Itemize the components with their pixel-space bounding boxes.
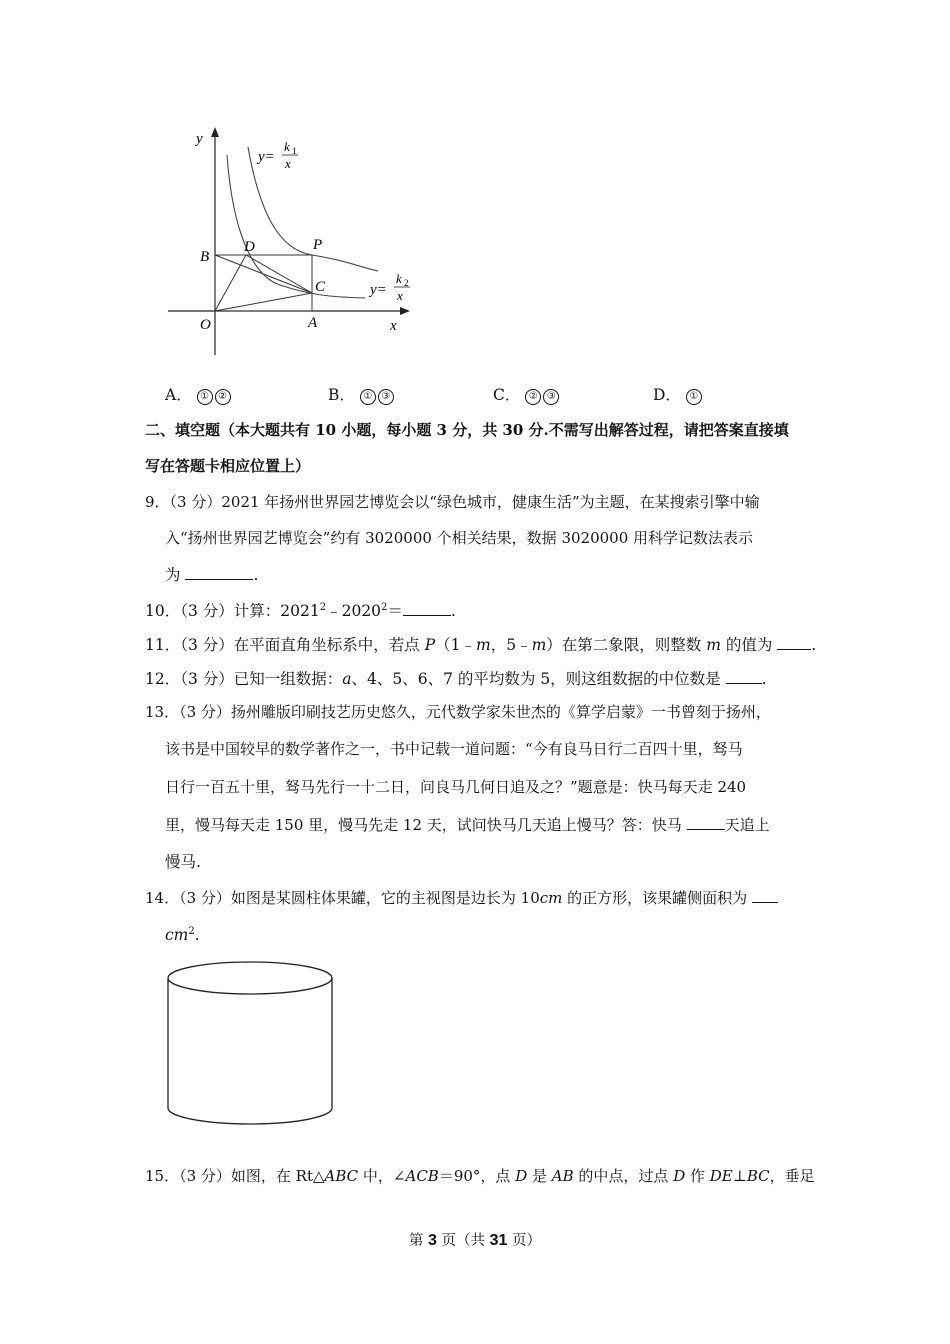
q10-text-d: . — [450, 602, 456, 620]
segment-oc — [215, 293, 312, 311]
circle-num-icon: ① — [197, 389, 213, 405]
answer-blank[interactable] — [185, 563, 253, 580]
curve2-num: k — [396, 271, 402, 286]
q14-sup: 2 — [188, 926, 195, 937]
q12-c: . — [761, 670, 767, 688]
q12-a: 12．（3 分）已知一组数据： — [145, 670, 343, 688]
q11-m2: m — [531, 636, 547, 654]
section-heading-line1: 二、填空题（本大题共有 10 小题，每小题 3 分，共 30 分.不需写出解答过程，请把答案直接填 — [145, 421, 789, 439]
q14-unit2: cm — [165, 926, 189, 944]
circle-num-icon: ③ — [543, 389, 559, 405]
x-axis-arrow — [400, 307, 410, 315]
q12-line — [145, 667, 767, 690]
answer-blank[interactable] — [687, 813, 725, 830]
circle-num-icon: ② — [215, 389, 231, 405]
footer-b: 页（共 — [436, 1233, 490, 1249]
curve1-lhs: y= — [258, 149, 275, 165]
q13-line4-b: 天追上 — [724, 816, 770, 834]
q10-sup1: 2 — [319, 602, 327, 613]
q13-line3: 日行一百五十里，驽马先行一十二日，问良马几何日追及之？”题意是：快马每天走 240 — [165, 778, 747, 796]
q13-line4-a: 里，慢马每天走 150 里，慢马先走 12 天，试问快马几天追上慢马？答：快马 — [165, 816, 687, 834]
label-p: P — [313, 237, 323, 253]
q10-text-a: 10．（3 分）计算：2021 — [145, 602, 320, 620]
q15-de: DE — [709, 1167, 733, 1185]
q11-m3: m — [706, 636, 721, 654]
q9-line3-end: . — [253, 566, 259, 584]
cylinder-top-ellipse — [168, 962, 332, 994]
q15-d2: D — [673, 1167, 686, 1185]
q9-line1: 9．（3 分）2021 年扬州世界园艺博览会以“绿色城市，健康生活”为主题，在某搜索引擎中输 — [145, 493, 760, 511]
answer-blank[interactable] — [777, 633, 811, 650]
curve1-sub: 1 — [292, 146, 297, 156]
answer-blank[interactable] — [752, 886, 778, 903]
q11-d: ）在第二象限，则整数 — [546, 636, 707, 654]
section-heading-line2: 写在答题卡相应位置上） — [145, 457, 311, 475]
footer-page-number: 3 — [428, 1232, 437, 1249]
q15-line — [145, 1165, 815, 1187]
answer-blank[interactable] — [726, 667, 762, 684]
circle-num-icon: ③ — [378, 389, 394, 405]
page-footer — [0, 1229, 950, 1250]
q12-b: 、4、5、6、7 的平均数为 5，则这组数据的中位数是 — [351, 670, 726, 688]
curve-k2 — [227, 155, 365, 298]
curve2-lhs: y= — [370, 282, 387, 298]
q10-line — [145, 599, 456, 622]
q11-e: 的值为 — [720, 636, 778, 654]
curve2-den: x — [397, 288, 403, 303]
q10-sup2: 2 — [381, 602, 388, 613]
label-x: x — [390, 318, 397, 334]
footer-a: 第 — [408, 1233, 429, 1249]
circle-num-icon: ② — [525, 389, 541, 405]
rectangle-obpa — [215, 255, 312, 311]
q11-c: ，5﹣ — [490, 636, 532, 654]
y-axis-arrow — [211, 127, 219, 137]
q10-text-b: ﹣2020 — [326, 602, 382, 620]
q11-line — [145, 633, 816, 656]
label-y: y — [196, 131, 203, 147]
answer-blank[interactable] — [403, 599, 451, 616]
choice-b[interactable] — [328, 384, 396, 406]
circle-num-icon: ① — [686, 389, 702, 405]
q10-text-c: ＝ — [387, 602, 403, 620]
q15-i: ，垂足 — [769, 1167, 815, 1185]
q13-line2: 该书是中国较早的数学著作之一，书中记载一道问题：“今有良马日行二百四十里，驽马 — [165, 740, 743, 758]
curve1-den: x — [285, 156, 291, 171]
choice-c[interactable] — [493, 384, 561, 406]
q15-c: ＝90°，点 — [438, 1167, 516, 1185]
q15-acb: ACB — [405, 1167, 439, 1185]
q15-ab: AB — [551, 1167, 574, 1185]
q13-line1: 13．（3 分）扬州雕版印刷技艺历史悠久，元代数学家朱世杰的《算学启蒙》一书曾刻于扬州， — [145, 703, 771, 721]
curve2-sub: 2 — [404, 278, 409, 288]
q15-f: 的中点，过点 — [573, 1167, 674, 1185]
q9-line3-text: 为 — [165, 566, 186, 584]
label-a: A — [308, 315, 318, 331]
q15-g: 作 — [685, 1167, 710, 1185]
q11-f: . — [811, 636, 817, 654]
choice-a-letter: A． — [165, 386, 192, 404]
choice-d-letter: D． — [653, 386, 681, 404]
choice-a[interactable] — [165, 384, 233, 406]
cylinder-figure — [166, 958, 336, 1130]
circle-num-icon: ① — [360, 389, 376, 405]
q15-a: 15．（3 分）如图，在 Rt△ — [145, 1167, 325, 1185]
q12-var: a — [342, 670, 352, 688]
hyperbola-figure — [160, 125, 430, 365]
q14-line1 — [145, 886, 778, 909]
footer-c: 页） — [507, 1233, 542, 1249]
label-o: O — [200, 317, 211, 333]
choice-c-letter: C． — [493, 386, 521, 404]
q15-e: 是 — [527, 1167, 552, 1185]
segment-dc — [246, 255, 312, 293]
q11-m1: m — [476, 636, 491, 654]
footer-total-pages: 31 — [489, 1232, 508, 1249]
segment-od — [215, 255, 246, 311]
q15-d: D — [515, 1167, 528, 1185]
q11-b: （1﹣ — [435, 636, 477, 654]
label-c: C — [315, 279, 326, 295]
q13-line4 — [165, 813, 770, 836]
q9-line3 — [165, 563, 258, 586]
q11-a: 11．（3 分）在平面直角坐标系中，若点 — [145, 636, 425, 654]
choice-d[interactable] — [653, 384, 704, 406]
q14-c: . — [194, 926, 200, 944]
q14-b: 的正方形，该果罐侧面积为 — [562, 889, 752, 907]
q11-p: P — [424, 636, 436, 654]
q14-unit: cm — [539, 889, 563, 907]
label-b: B — [200, 249, 210, 265]
q14-a: 14．（3 分）如图是某圆柱体果罐，它的主视图是边长为 10 — [145, 889, 540, 907]
label-d: D — [244, 239, 255, 255]
q15-abc: ABC — [324, 1167, 359, 1185]
q14-line2 — [165, 924, 200, 946]
q9-line2: 入“扬州世界园艺博览会”约有 3020000 个相关结果，数据 3020000 用科学记数法表示 — [165, 529, 754, 547]
q13-line5: 慢马. — [165, 853, 201, 871]
q15-bc: BC — [746, 1167, 770, 1185]
curve1-num: k — [284, 139, 290, 154]
choice-b-letter: B． — [328, 386, 355, 404]
cylinder-bottom-arc — [168, 1108, 332, 1124]
q15-b: 中，∠ — [358, 1167, 406, 1185]
q15-h: ⊥ — [732, 1167, 747, 1185]
